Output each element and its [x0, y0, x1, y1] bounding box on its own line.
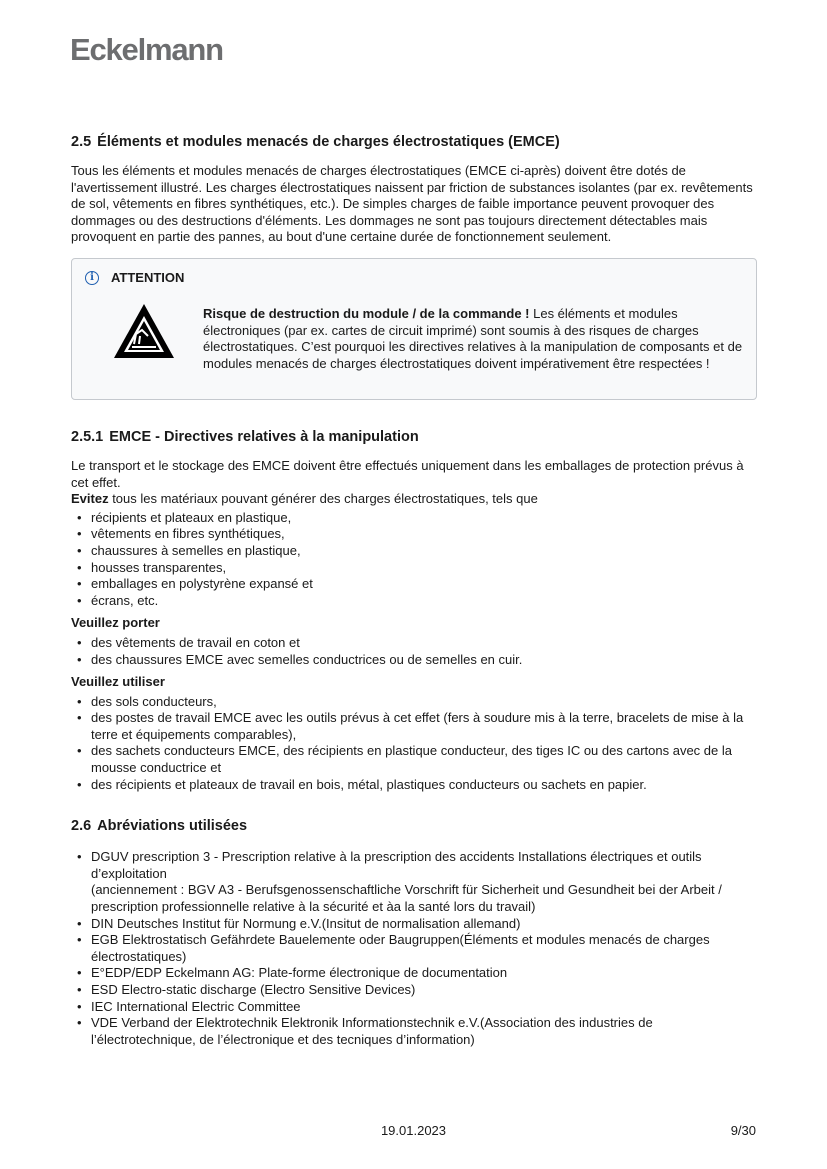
info-icon: i [85, 271, 99, 285]
use-subheading: Veuillez utiliser [71, 674, 165, 690]
list-item: • E°EDP/EDP Eckelmann AG: Plate-forme électronique de documentation [71, 965, 757, 982]
list-item: • IEC International Electric Committee [71, 999, 757, 1016]
avoid-text: tous les matériaux pouvant générer des charges électrostatiques, tels que [108, 491, 538, 507]
abbr-dguv-note: (anciennement : BGV A3 - Berufsgenossenschaftliche Vorschrift für Sicherheit und Gesundheit bei der Arbeit / prescription professionnelle relative à la sécurité et àa la santé lors du travail) [91, 882, 722, 915]
attention-bold: Risque de destruction du module / de la commande ! [203, 305, 530, 321]
list-item: • VDE Verband der Elektrotechnik Elektronik Informationstechnik e.V.(Association des industries de l’électrotechnique, de l’électronique et des tecniques d’information) [71, 1015, 757, 1048]
list-item [71, 849, 757, 915]
transport-paragraph: Le transport et le stockage des EMCE doivent être effectués uniquement dans les emballages de protection prévus à cet effet. [71, 457, 744, 490]
list-item: • emballages en polystyrène expansé et [71, 576, 757, 593]
avoid-bold: Evitez [71, 491, 109, 507]
list-item: • DIN Deutsches Institut für Normung e.V.(Insitut de normalisation allemand) [71, 916, 757, 933]
footer-date: 19.01.2023 [380, 1123, 447, 1138]
section-number: 2.5.1 [71, 428, 104, 445]
wear-subheading: Veuillez porter [71, 615, 160, 631]
wear-list [71, 635, 757, 668]
list-item: • des sachets conducteurs EMCE, des récipients en plastique conducteur, des tiges IC ou des cartons avec de la mousse conductrice et [71, 743, 757, 776]
list-item: • des récipients et plateaux de travail en bois, métal, plastiques conducteurs ou sachets en papier. [71, 777, 757, 794]
use-list [71, 694, 757, 794]
attention-label: ATTENTION [111, 269, 185, 285]
list-item: • ESD Electro-static discharge (Electro Sensitive Devices) [71, 982, 757, 999]
section-title: EMCE - Directives relatives à la manipulation [109, 428, 419, 445]
abbreviations-list [71, 849, 757, 1048]
section-number: 2.5 [71, 134, 92, 150]
section-2-5-1-heading [71, 428, 757, 446]
esd-warning-icon [112, 302, 176, 360]
attention-header [85, 270, 184, 287]
section-2-5-heading [71, 133, 757, 151]
page-number: 9/30 [730, 1123, 756, 1138]
avoid-paragraph [71, 491, 757, 508]
list-item: • chaussures à semelles en plastique, [71, 543, 757, 560]
section-title: Éléments et modules menacés de charges électrostatiques (EMCE) [97, 134, 560, 150]
avoid-list [71, 510, 757, 610]
attention-text [203, 306, 748, 372]
page-content [71, 133, 757, 1048]
section-2-6-heading [71, 817, 757, 835]
section-title: Abréviations utilisées [97, 818, 248, 835]
list-item: • vêtements en fibres synthétiques, [71, 526, 757, 543]
attention-body: Les éléments et modules électroniques (par ex. cartes de circuit imprimé) sont soumis à des risques de charges électrostatiques. C’est pourquoi les directives relatives à la manipulation de composants et de modules menacés de charges électrostatiques doivent impérativement être respectées ! [203, 305, 743, 371]
eckelmann-logo: Eckelmann [70, 32, 223, 67]
abbr-dguv: DGUV prescription 3 - Prescription relative à la prescription des accidents Installations électriques et outils d’exploitation [91, 849, 702, 881]
section-2-5-paragraph: Tous les éléments et modules menacés de charges électrostatiques (EMCE ci-après) doivent être dotés de l'avertissement illustré. Les charges électrostatiques naissent par friction de substances isolantes (par ex. revêtements de sol, vêtements en fibres synthétiques, etc.). De simples charges de faible importance peuvent provoquer des dommages ou des destructions d'éléments. Les dommages ne sont pas toujours directement détectables mais provoquent en partie des pannes, au bout d'une certaine durée de fonctionnement seulement. [71, 163, 753, 245]
list-item: • EGB Elektrostatisch Gefährdete Bauelemente oder Baugruppen(Éléments et modules menacés de charges électrostatiques) [71, 932, 757, 965]
list-item: • écrans, etc. [71, 593, 757, 610]
list-item: • housses transparentes, [71, 560, 757, 577]
section-number: 2.6 [71, 818, 92, 835]
list-item: • des sols conducteurs, [71, 694, 757, 711]
attention-box [71, 258, 757, 400]
list-item: • des chaussures EMCE avec semelles conductrices ou de semelles en cuir. [71, 652, 757, 669]
list-item: • récipients et plateaux en plastique, [71, 510, 757, 527]
list-item: • des postes de travail EMCE avec les outils prévus à cet effet (fers à soudure mis à la terre, bracelets de mise à la terre et équipements comparables), [71, 710, 757, 743]
list-item: • des vêtements de travail en coton et [71, 635, 757, 652]
